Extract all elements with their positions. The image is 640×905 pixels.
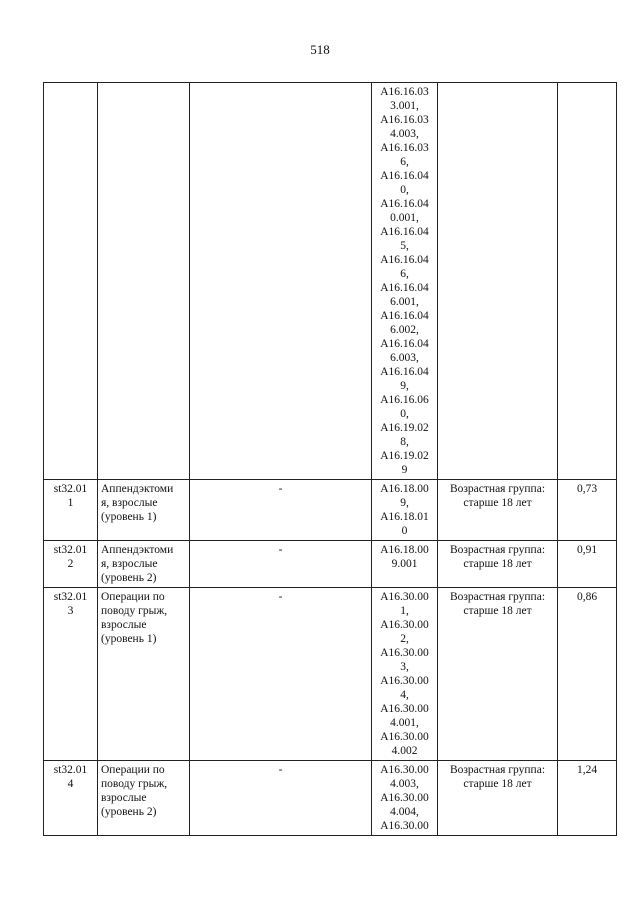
criteria-cell bbox=[438, 588, 558, 761]
procedure-code-line: A16.18.00 bbox=[380, 544, 429, 556]
procedure-code-line: 0, bbox=[400, 184, 409, 196]
criteria-line: старше 18 лет bbox=[463, 558, 532, 570]
procedure-code-line: 6.001, bbox=[390, 296, 419, 308]
code-cell bbox=[44, 480, 98, 541]
procedure-code-line: A16.30.00 bbox=[380, 619, 429, 631]
criteria-line: Возрастная группа: bbox=[449, 764, 546, 776]
name-line: (уровень 1) bbox=[101, 633, 157, 645]
code-line: st32.01 bbox=[53, 483, 88, 495]
name-line: я, взрослые bbox=[101, 497, 158, 509]
table-row bbox=[44, 480, 617, 541]
name-line: (уровень 1) bbox=[101, 511, 157, 523]
procedure-code-line: A16.16.04 bbox=[380, 254, 429, 266]
procedure-code-line: 4.002 bbox=[391, 745, 418, 757]
name-line: Операции по bbox=[101, 764, 165, 776]
name-cell bbox=[98, 761, 190, 836]
name-cell bbox=[98, 588, 190, 761]
procedure-code-line: A16.30.00 bbox=[380, 591, 429, 603]
code-line: 1 bbox=[67, 497, 74, 509]
name-line: (уровень 2) bbox=[101, 572, 157, 584]
procedure-codes-cell bbox=[372, 83, 438, 480]
code-line: st32.01 bbox=[53, 544, 88, 556]
procedure-code-line: 6.002, bbox=[390, 324, 419, 336]
procedure-code-line: 4.004, bbox=[390, 806, 419, 818]
procedure-code-line: A16.16.04 bbox=[380, 282, 429, 294]
code-cell bbox=[44, 83, 98, 480]
procedure-code-line: A16.16.03 bbox=[380, 142, 429, 154]
procedure-code-line: A16.16.04 bbox=[380, 338, 429, 350]
coefficient-cell: 0,86 bbox=[558, 588, 617, 761]
code-cell bbox=[44, 588, 98, 761]
coefficient-cell bbox=[558, 83, 617, 480]
name-line: (уровень 2) bbox=[101, 806, 157, 818]
procedure-code-line: 4.001, bbox=[390, 717, 419, 729]
procedure-code-line: A16.18.01 bbox=[380, 511, 429, 523]
procedure-code-line: 5, bbox=[400, 240, 409, 252]
procedure-code-line: 6, bbox=[400, 156, 409, 168]
procedure-code-line: 3.001, bbox=[390, 100, 419, 112]
procedure-code-line: 0.001, bbox=[390, 212, 419, 224]
name-line: взрослые bbox=[101, 619, 147, 631]
procedure-code-line: A16.19.02 bbox=[380, 450, 429, 462]
name-cell bbox=[98, 83, 190, 480]
criteria-cell bbox=[438, 541, 558, 588]
procedure-code-line: A16.18.00 bbox=[380, 483, 429, 495]
procedure-code-line: A16.16.06 bbox=[380, 394, 429, 406]
criteria-line: Возрастная группа: bbox=[449, 483, 546, 495]
procedure-code-line: 6.003, bbox=[390, 352, 419, 364]
procedure-code-line: 0, bbox=[400, 408, 409, 420]
table-row bbox=[44, 761, 617, 836]
tariff-table bbox=[43, 82, 617, 836]
table-row-continuation bbox=[44, 83, 617, 480]
procedure-code-line: 2, bbox=[400, 633, 409, 645]
name-cell bbox=[98, 541, 190, 588]
procedure-code-line: A16.30.00 bbox=[380, 820, 429, 832]
procedure-code-line: 8, bbox=[400, 436, 409, 448]
procedure-code-line: A16.30.00 bbox=[380, 792, 429, 804]
name-line: Аппендэктоми bbox=[101, 483, 174, 495]
coefficient-cell: 0,73 bbox=[558, 480, 617, 541]
criteria-line: старше 18 лет bbox=[463, 605, 532, 617]
name-line: поводу грыж, bbox=[101, 778, 168, 790]
procedure-code-line: 9 bbox=[401, 464, 408, 476]
procedure-code-line: A16.16.04 bbox=[380, 198, 429, 210]
procedure-code-line: 4, bbox=[400, 689, 409, 701]
diagnosis-cell: - bbox=[190, 588, 372, 761]
code-cell bbox=[44, 761, 98, 836]
procedure-code-line: A16.30.00 bbox=[380, 703, 429, 715]
procedure-code-line: 6, bbox=[400, 268, 409, 280]
procedure-code-line: 9, bbox=[400, 380, 409, 392]
page-number: 518 bbox=[310, 42, 330, 57]
procedure-code-line: A16.16.04 bbox=[380, 366, 429, 378]
procedure-codes-cell bbox=[372, 480, 438, 541]
procedure-code-line: A16.19.02 bbox=[380, 422, 429, 434]
diagnosis-cell: - bbox=[190, 480, 372, 541]
procedure-code-line: A16.16.03 bbox=[380, 86, 429, 98]
table-row bbox=[44, 588, 617, 761]
procedure-codes-cell bbox=[372, 541, 438, 588]
procedure-code-line: A16.30.00 bbox=[380, 675, 429, 687]
name-cell bbox=[98, 480, 190, 541]
procedure-code-line: 9.001 bbox=[391, 558, 418, 570]
name-line: поводу грыж, bbox=[101, 605, 168, 617]
name-line: взрослые bbox=[101, 792, 147, 804]
coefficient-cell: 0,91 bbox=[558, 541, 617, 588]
diagnosis-cell: - bbox=[190, 541, 372, 588]
code-cell bbox=[44, 541, 98, 588]
procedure-code-line: 4.003, bbox=[390, 128, 419, 140]
criteria-line: Возрастная группа: bbox=[449, 544, 546, 556]
procedure-code-line: A16.16.04 bbox=[380, 226, 429, 238]
procedure-code-line: A16.30.00 bbox=[380, 647, 429, 659]
procedure-codes-cell bbox=[372, 761, 438, 836]
procedure-code-line: A16.16.04 bbox=[380, 170, 429, 182]
procedure-code-line: A16.30.00 bbox=[380, 731, 429, 743]
procedure-code-line: 0 bbox=[401, 525, 408, 537]
criteria-cell bbox=[438, 480, 558, 541]
coefficient-cell: 1,24 bbox=[558, 761, 617, 836]
code-line: 3 bbox=[67, 605, 74, 617]
criteria-line: старше 18 лет bbox=[463, 497, 532, 509]
code-line: st32.01 bbox=[53, 591, 88, 603]
procedure-code-line: A16.16.04 bbox=[380, 310, 429, 322]
procedure-code-line: 9, bbox=[400, 497, 409, 509]
table-row bbox=[44, 541, 617, 588]
procedure-code-line: A16.30.00 bbox=[380, 764, 429, 776]
criteria-line: старше 18 лет bbox=[463, 778, 532, 790]
name-line: Операции по bbox=[101, 591, 165, 603]
name-line: я, взрослые bbox=[101, 558, 158, 570]
name-line: Аппендэктоми bbox=[101, 544, 174, 556]
criteria-cell bbox=[438, 761, 558, 836]
procedure-code-line: 1, bbox=[400, 605, 409, 617]
procedure-code-line: 3, bbox=[400, 661, 409, 673]
diagnosis-cell bbox=[190, 83, 372, 480]
criteria-line: Возрастная группа: bbox=[449, 591, 546, 603]
code-line: 2 bbox=[67, 558, 74, 570]
diagnosis-cell: - bbox=[190, 761, 372, 836]
procedure-code-line: A16.16.03 bbox=[380, 114, 429, 126]
procedure-codes-cell bbox=[372, 588, 438, 761]
code-line: st32.01 bbox=[53, 764, 88, 776]
code-line: 4 bbox=[67, 778, 74, 790]
procedure-code-line: 4.003, bbox=[390, 778, 419, 790]
criteria-cell bbox=[438, 83, 558, 480]
